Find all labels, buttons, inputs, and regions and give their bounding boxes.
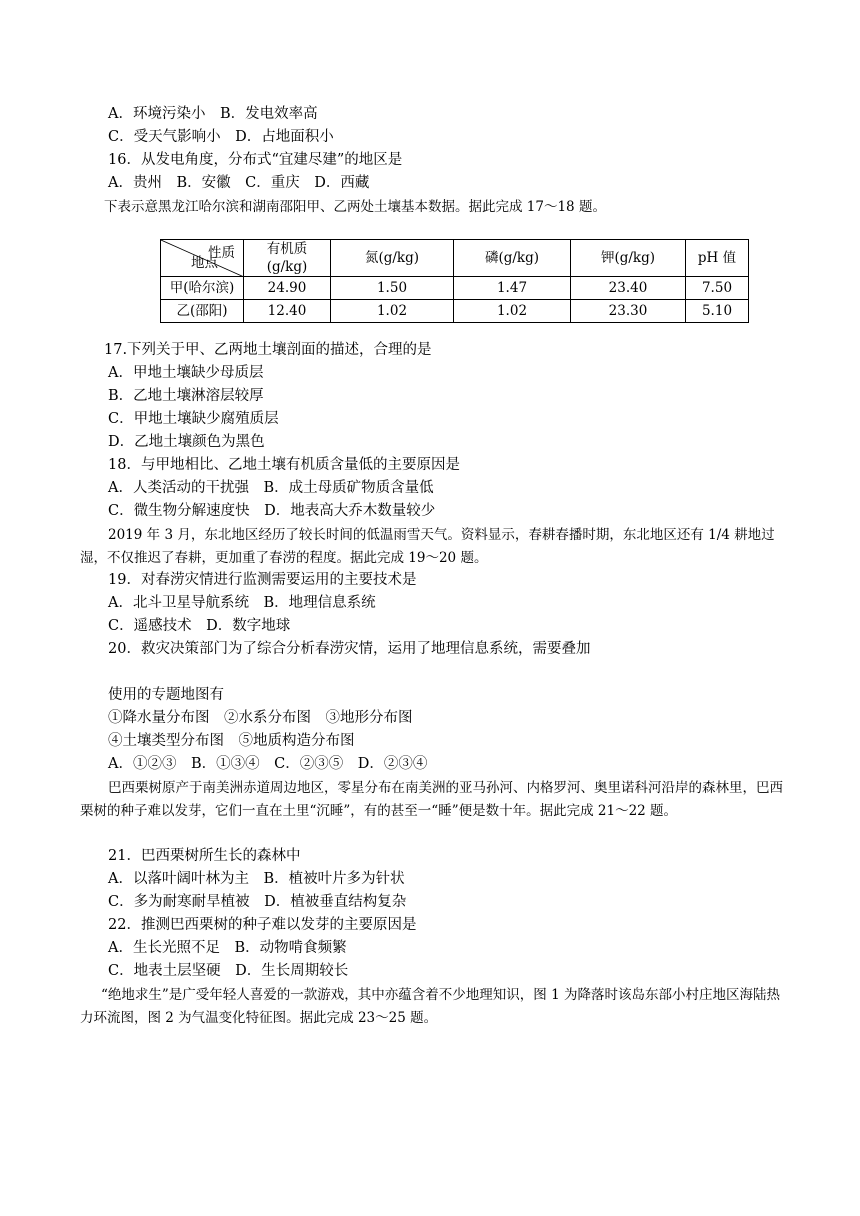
table-row xyxy=(161,277,749,300)
q21-options-cd: C．多为耐寒耐旱植被 D．植被垂直结构复杂 xyxy=(108,894,407,910)
q19-options-ab: A．北斗卫星导航系统 B．地理信息系统 xyxy=(108,595,376,611)
q16-stem: 16．从发电角度，分布式“宜建尽建”的地区是 xyxy=(108,152,403,168)
header-organic-line1: 有机质 xyxy=(266,241,308,257)
q20-maps-1: ①降水量分布图 ②水系分布图 ③地形分布图 xyxy=(108,710,413,726)
q17-option-a: A．甲地土壤缺少母质层 xyxy=(108,365,264,381)
cell-potassium: 23.30 xyxy=(571,300,686,323)
cell-phosphorus: 1.47 xyxy=(454,277,571,300)
cell-organic: 12.40 xyxy=(244,300,331,323)
header-potassium: 钾(g/kg) xyxy=(571,240,686,277)
q18-stem: 18．与甲地相比、乙地土壤有机质含量低的主要原因是 xyxy=(108,457,460,473)
q19-options-cd: C．遥感技术 D．数字地球 xyxy=(108,618,291,634)
q20-maps-2: ④土壤类型分布图 ⑤地质构造分布图 xyxy=(108,733,355,749)
q22-stem: 22．推测巴西栗树的种子难以发芽的主要原因是 xyxy=(108,917,417,933)
table-row xyxy=(161,300,749,323)
cell-ph: 7.50 xyxy=(686,277,749,300)
header-ph: pH 值 xyxy=(686,240,749,277)
q18-options-ab: A．人类活动的干扰强 B．成土母质矿物质含量低 xyxy=(108,480,434,496)
table-corner-cell xyxy=(161,240,244,277)
cell-nitrogen: 1.50 xyxy=(331,277,454,300)
cell-organic: 24.90 xyxy=(244,277,331,300)
q21-22-passage: 巴西栗树原产于南美洲赤道周边地区，零星分布在南美洲的亚马孙河、内格罗河、奥里诺科河沿岸的森林里，巴西栗树的种子难以发芽，它们一直在土里“沉睡”，有的甚至一“睡”便是数十年。据此完成 21～22 题。 xyxy=(80,780,783,819)
cell-ph: 5.10 xyxy=(686,300,749,323)
cell-phosphorus: 1.02 xyxy=(454,300,571,323)
q18-options-cd: C．微生物分解速度快 D．地表高大乔木数量较少 xyxy=(108,503,436,519)
table-intro: 下表示意黑龙江哈尔滨和湖南邵阳甲、乙两处土壤基本数据。据此完成 17～18 题。 xyxy=(104,199,606,215)
cell-nitrogen: 1.02 xyxy=(331,300,454,323)
q17-stem: 17.下列关于甲、乙两地土壤剖面的描述，合理的是 xyxy=(104,342,432,358)
header-organic-line2: (g/kg) xyxy=(266,259,308,275)
q19-stem: 19．对春涝灾情进行监测需要运用的主要技术是 xyxy=(108,572,417,588)
q23-25-passage: “绝地求生”是广受年轻人喜爱的一款游戏，其中亦蕴含着不少地理知识，图 1 为降落时该岛东部小村庄地区海陆热力环流图，图 2 为气温变化特征图。据此完成 23～25 题。 xyxy=(80,987,780,1026)
cell-potassium: 23.40 xyxy=(571,277,686,300)
corner-property-label: 性质 xyxy=(208,245,235,261)
corner-location-label: 地点 xyxy=(191,255,218,271)
header-phosphorus: 磷(g/kg) xyxy=(454,240,571,277)
q22-options-cd: C．地表土层坚硬 D．生长周期较长 xyxy=(108,963,349,979)
q20-stem-continued: 使用的专题地图有 xyxy=(108,687,224,703)
header-nitrogen: 氮(g/kg) xyxy=(331,240,454,277)
q20-stem: 20．救灾决策部门为了综合分析春涝灾情，运用了地理信息系统，需要叠加 xyxy=(108,641,591,657)
cell-location: 乙(邵阳) xyxy=(161,300,244,323)
cell-location: 甲(哈尔滨) xyxy=(161,277,244,300)
q20-choices: A．①②③ B．①③④ C．②③⑤ D．②③④ xyxy=(108,756,428,772)
q21-options-ab: A．以落叶阔叶林为主 B．植被叶片多为针状 xyxy=(108,871,405,887)
q19-20-passage: 2019 年 3 月，东北地区经历了较长时间的低温雨雪天气。资料显示，春耕春播时期，东北地区还有 1/4 耕地过湿，不仅推迟了春耕，更加重了春涝的程度。据此完成 19～20 题。 xyxy=(80,527,775,566)
soil-data-table xyxy=(160,239,749,323)
q15-options-ab: A．环境污染小 B．发电效率高 xyxy=(108,106,318,122)
q17-option-c: C．甲地土壤缺少腐殖质层 xyxy=(108,411,279,427)
table-header-row xyxy=(161,240,749,277)
header-organic xyxy=(244,240,331,277)
q22-options-ab: A．生长光照不足 B．动物啃食频繁 xyxy=(108,940,347,956)
q17-option-d: D．乙地土壤颜色为黑色 xyxy=(108,434,265,450)
q15-options-cd: C．受天气影响小 D．占地面积小 xyxy=(108,129,334,145)
q16-options: A．贵州 B．安徽 C．重庆 D．西藏 xyxy=(108,175,370,191)
q17-option-b: B．乙地土壤淋溶层较厚 xyxy=(108,388,264,404)
q21-stem: 21．巴西栗树所生长的森林中 xyxy=(108,848,301,864)
